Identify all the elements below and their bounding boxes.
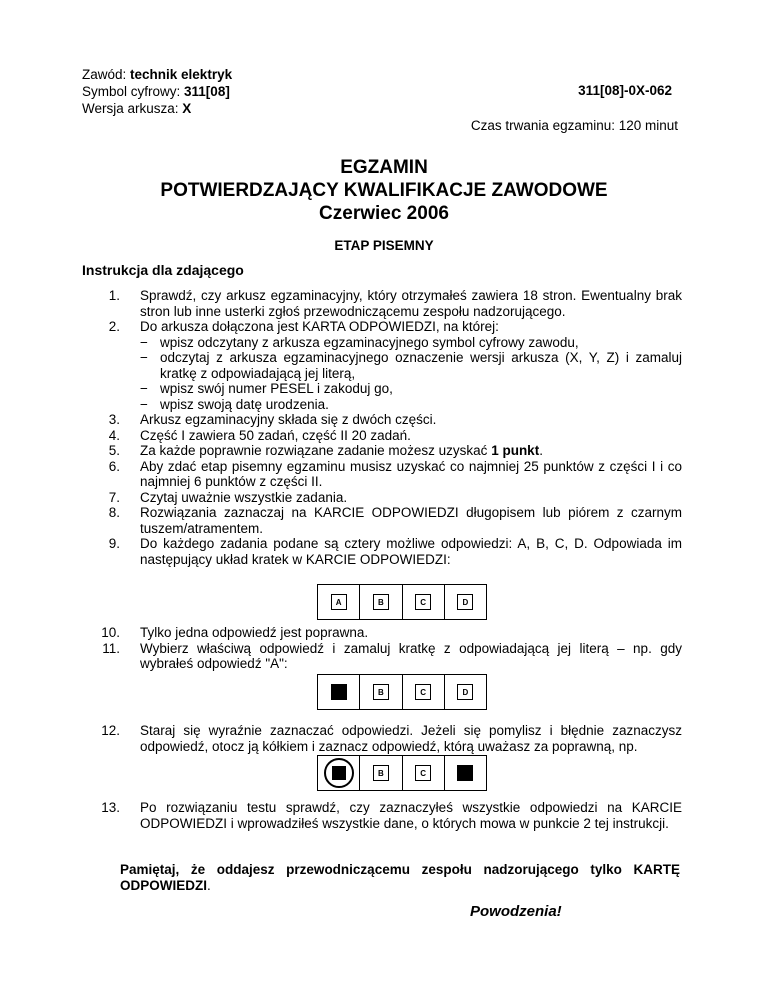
sub-item [140,335,682,351]
list-item [82,505,682,536]
filled-box-a [331,684,347,700]
stage-heading: ETAP PISEMNY [334,238,434,253]
exam-duration: Czas trwania egzaminu: 120 minut [470,118,678,133]
answer-box-a: A [331,594,347,610]
answer-box-d: D [457,684,473,700]
answer-box-c: C [415,594,431,610]
list-item [82,319,682,412]
list-item [82,288,682,319]
instructions-list-cont [82,625,682,672]
item-text: Staraj się wyraźnie zaznaczać odpowiedzi. Jeżeli się pomylisz i błędnie zaznaczysz odpowiedź, otocz ją kółkiem i zaznacz odpowiedź, którą uważasz za poprawną, np. [140,723,682,754]
item-text: Arkusz egzaminacyjny składa się z dwóch części. [140,412,437,427]
item-number: 12. [101,723,120,738]
item-text: Do arkusza dołączona jest KARTA ODPOWIEDZI, na której: [140,319,499,334]
item-number: 6. [108,458,120,474]
symbol-label: Symbol cyfrowy: [82,84,185,99]
symbol-value: 311[08] [184,84,230,99]
list-item [82,625,682,641]
sub-item [140,397,682,413]
instructions-heading: Instrukcja dla zdającego [82,262,244,278]
item-text: Sprawdź, czy arkusz egzaminacyjny, który otrzymałeś zawiera 18 stron. Ewentualny brak stron lub inne usterki zgłoś przewodniczącemu zespołu nadzorującego. [140,288,682,319]
sub-item-text: odczytaj z arkusza egzaminacyjnego oznaczenie wersji arkusza (X, Y, Z) i zamaluj kratkę z odpowiadającą jej literą, [160,350,682,381]
reminder-note: Pamiętaj, że oddajesz przewodniczącemu zespołu nadzorującego tylko KARTĘ ODPOWIEDZI. [120,862,680,893]
answer-grid-example [317,584,487,620]
version-label: Wersja arkusza: [82,101,183,116]
answer-grid-filled-example [317,674,487,710]
answer-box-b: B [373,684,389,700]
sub-item-text: wpisz swój numer PESEL i zakoduj go, [160,381,393,396]
item-number: 8. [108,505,120,520]
item-number: 1. [108,288,120,303]
item-number: 2. [108,319,120,334]
answer-box-b: B [373,594,389,610]
item-text: Za każde poprawnie rozwiązane zadanie możesz uzyskać 1 punkt. [140,443,543,458]
answer-box-c: C [415,684,431,700]
profession-value: technik elektryk [130,67,233,82]
item-text: Wybierz właściwą odpowiedź i zamaluj kratkę z odpowiadającą jej literą – np. gdy wybrałeś odpowiedź "A": [140,640,682,671]
item-text: Aby zdać etap pisemny egzaminu musisz uzyskać co najmniej 25 punktów z części I i co najmniej 6 punktów z części II. [140,458,682,489]
exam-header [82,66,232,117]
good-luck-text: Powodzenia! [470,903,562,920]
list-item [82,459,682,490]
answer-box-d: D [457,594,473,610]
item-number: 5. [108,443,120,458]
answer-box-c: C [415,765,431,781]
instructions-list-cont-2 [82,723,682,754]
dash-bullet: − [140,350,148,365]
item-text: Czytaj uważnie wszystkie zadania. [140,489,348,505]
sub-item-text: wpisz odczytany z arkusza egzaminacyjnego symbol cyfrowy zawodu, [160,334,579,350]
instructions-list [82,288,682,567]
list-item [82,536,682,567]
item-number: 7. [108,489,120,505]
item-text: Rozwiązania zaznaczaj na KARCIE ODPOWIEDZI długopisem lub piórem z czarnym tuszem/atramentem. [140,505,682,536]
sub-item-text: wpisz swoją datę urodzenia. [160,396,329,412]
item-number: 11. [102,640,120,656]
title-line-1: EGZAMIN [340,157,428,178]
answer-box-b: B [373,765,389,781]
filled-box-d [457,765,473,781]
document-title [0,156,768,225]
list-item [82,723,682,754]
answer-grid-correction-example [317,755,487,791]
sub-item [140,381,682,397]
item-number: 3. [108,412,120,427]
exam-code: 311[08]-0X-062 [578,83,672,98]
dash-bullet: − [140,381,148,396]
list-item [82,800,682,831]
list-item [82,443,682,459]
title-line-2: POTWIERDZAJĄCY KWALIFIKACJE ZAWODOWE [160,180,608,201]
item-text: Tylko jedna odpowiedź jest poprawna. [140,625,369,640]
list-item [82,490,682,506]
item-number: 9. [108,536,120,551]
item-text: Do każdego zadania podane są cztery możliwe odpowiedzi: A, B, C, D. Odpowiada im następujący układ kratek w KARCIE ODPOWIEDZI: [140,536,682,567]
version-value: X [182,101,192,116]
sub-item [140,350,682,381]
title-line-3: Czerwiec 2006 [319,203,449,224]
circled-box-a [324,758,354,788]
list-item [82,641,682,672]
dash-bullet: − [140,396,148,412]
item-number: 4. [108,427,120,443]
profession-label: Zawód: [82,67,131,82]
item-number: 10. [101,625,120,640]
list-item [82,412,682,428]
dash-bullet: − [140,334,148,350]
item-text: Po rozwiązaniu testu sprawdź, czy zaznaczyłeś wszystkie odpowiedzi na KARCIE ODPOWIEDZI i wprowadziłeś wszystkie dane, o których mowa w punkcie 2 tej instrukcji. [140,800,682,831]
instructions-list-cont-3 [82,800,682,831]
item-text: Część I zawiera 50 zadań, część II 20 zadań. [140,427,411,443]
list-item [82,428,682,444]
item-number: 13. [101,800,120,815]
